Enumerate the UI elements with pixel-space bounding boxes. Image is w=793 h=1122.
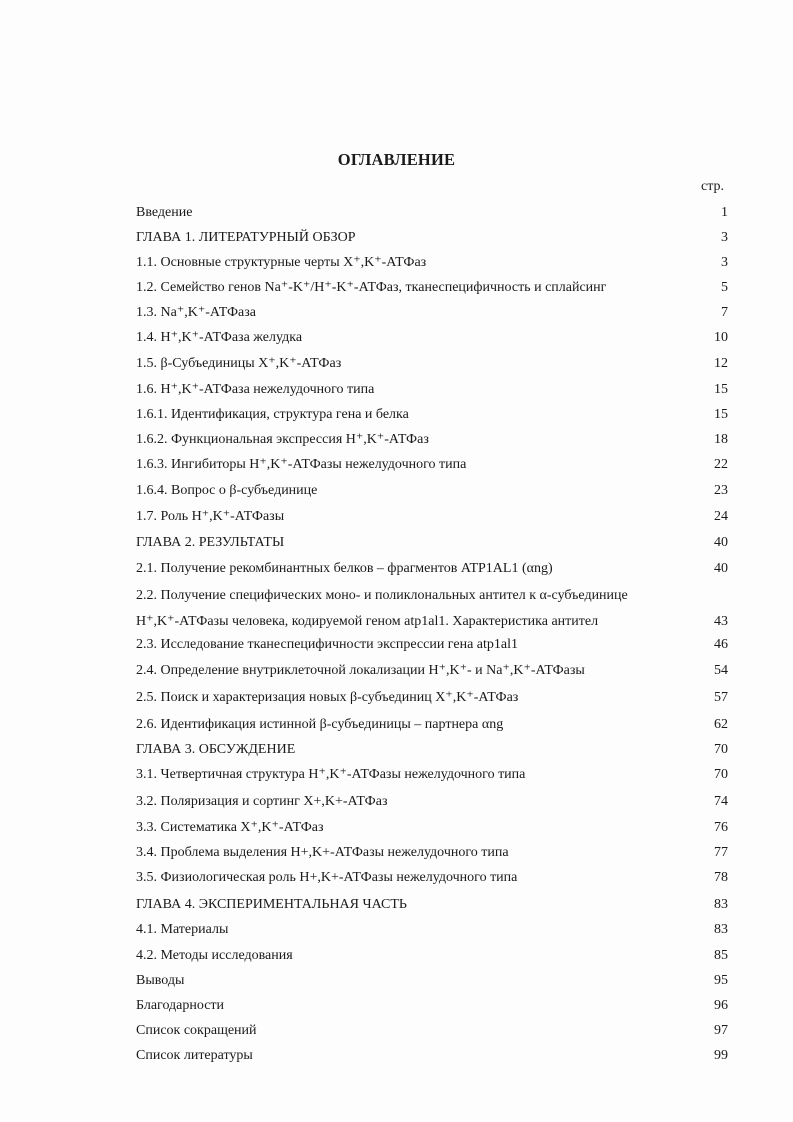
toc-entry[interactable] (136, 483, 730, 499)
toc-entry-page: 10 (714, 330, 728, 345)
toc-entry-title: Список литературы (136, 1048, 253, 1063)
pages-column-label: стр. (700, 179, 724, 194)
toc-entry[interactable] (136, 382, 730, 398)
toc-entry[interactable] (136, 561, 730, 577)
toc-entry-page: 95 (714, 973, 728, 988)
toc-entry-page: 83 (714, 897, 728, 912)
toc-entry[interactable] (136, 230, 730, 246)
toc-entry[interactable] (136, 922, 730, 938)
toc-entry-title: 3.4. Проблема выделения H+,K+-АТФазы нежелудочного типа (136, 845, 509, 860)
toc-entry-title: 1.4. H⁺,K⁺-АТФаза желудка (136, 330, 303, 345)
toc-entry[interactable] (136, 1048, 730, 1064)
toc-entry[interactable] (136, 1023, 730, 1039)
toc-entry[interactable] (136, 663, 730, 679)
toc-entry[interactable] (136, 820, 730, 836)
toc-entry[interactable] (136, 255, 730, 271)
page-title: ОГЛАВЛЕНИЕ (337, 150, 456, 169)
toc-entry-page: 70 (714, 742, 728, 757)
toc-entry-page: 96 (714, 998, 728, 1013)
toc-entry[interactable] (136, 637, 730, 653)
toc-entry-page: 3 (721, 255, 728, 270)
toc-entry[interactable] (136, 509, 730, 525)
toc-entry-title: 1.5. β-Субъединицы X⁺,K⁺-АТФаз (136, 356, 342, 371)
toc-entry[interactable] (136, 870, 730, 886)
toc-entry[interactable] (136, 973, 730, 989)
toc-entry-page: 40 (714, 535, 728, 550)
toc-entry-page: 74 (714, 794, 728, 809)
toc-entry[interactable] (136, 948, 730, 964)
toc-entry-page: 70 (714, 767, 728, 782)
toc-entry-page: 18 (714, 432, 728, 447)
toc-entry-title: Благодарности (136, 998, 225, 1013)
toc-entry-page: 97 (714, 1023, 728, 1038)
toc-entry-title: 3.1. Четвертичная структура H⁺,K⁺-АТФазы нежелудочного типа (136, 767, 526, 782)
toc-entry-title: ГЛАВА 2. РЕЗУЛЬТАТЫ (136, 535, 285, 550)
toc-entry[interactable] (136, 742, 730, 758)
toc-entry-title: 2.6. Идентификация истинной β-субъединицы – партнера αng (136, 717, 504, 732)
toc-entry[interactable] (136, 767, 730, 783)
toc-entry-page: 62 (714, 717, 728, 732)
toc-entry-title: 3.3. Систематика X⁺,K⁺-АТФаз (136, 820, 324, 835)
toc-entry-page: 76 (714, 820, 728, 835)
toc-entry[interactable] (136, 794, 730, 810)
toc-entry-title: 1.6.2. Функциональная экспрессия H⁺,K⁺-АТФаз (136, 432, 429, 447)
toc-entry-page: 5 (721, 280, 728, 295)
toc-entry-page: 22 (714, 457, 728, 472)
toc-entry[interactable] (136, 535, 730, 551)
toc-entry-page: 78 (714, 870, 728, 885)
toc-entry[interactable] (136, 457, 730, 473)
toc-entry[interactable] (136, 205, 730, 221)
toc-entry-title: 4.1. Материалы (136, 922, 229, 937)
toc-entry[interactable] (136, 998, 730, 1014)
toc-entry-title: 2.5. Поиск и характеризация новых β-субъединиц X⁺,K⁺-АТФаз (136, 690, 519, 705)
toc-entry-title: 1.1. Основные структурные черты X⁺,K⁺-АТФаз (136, 255, 427, 270)
toc-entry-page: 3 (721, 230, 728, 245)
toc-entry[interactable] (136, 845, 730, 861)
toc-entry-title: 1.6.4. Вопрос о β-субъединице (136, 483, 318, 498)
toc-entry-page: 83 (714, 922, 728, 937)
toc-entry[interactable] (136, 717, 730, 733)
toc-entry-title: Список сокращений (136, 1023, 257, 1038)
toc-entry-page: 46 (714, 637, 728, 652)
toc-entry[interactable] (136, 407, 730, 423)
toc-entry-page: 43 (714, 614, 728, 629)
toc-entry-title: 3.2. Поляризация и сортинг X+,K+-АТФаз (136, 794, 388, 809)
toc-entry-title: 1.6.1. Идентификация, структура гена и белка (136, 407, 409, 422)
toc-entry-page: 15 (714, 407, 728, 422)
toc-entry-page: 24 (714, 509, 728, 524)
toc-entry[interactable] (136, 280, 730, 296)
toc-entry-title: ГЛАВА 1. ЛИТЕРАТУРНЫЙ ОБЗОР (136, 230, 356, 245)
toc-entry[interactable] (136, 356, 730, 372)
toc-entry-title: 1.7. Роль H⁺,K⁺-АТФазы (136, 509, 285, 524)
toc-entry-page: 40 (714, 561, 728, 576)
toc-entry-title: Выводы (136, 973, 185, 988)
toc-entry[interactable] (136, 305, 730, 321)
toc-entry[interactable] (136, 897, 730, 913)
toc-entry-page: 12 (714, 356, 728, 371)
toc-entry[interactable] (136, 330, 730, 346)
toc-entry-title: 4.2. Методы исследования (136, 948, 293, 963)
toc-entry-title: 2.3. Исследование тканеспецифичности экспрессии гена atp1al1 (136, 637, 518, 652)
toc-entry-page: 77 (714, 845, 728, 860)
toc-entry-title: 2.4. Определение внутриклеточной локализации H⁺,K⁺- и Na⁺,K⁺-АТФазы (136, 663, 585, 678)
toc-entry-title: ГЛАВА 3. ОБСУЖДЕНИЕ (136, 742, 296, 757)
toc-entry-page: 57 (714, 690, 728, 705)
toc-entry-title: 2.1. Получение рекомбинантных белков – фрагментов ATP1AL1 (αng) (136, 561, 553, 576)
toc-entry-title-continued: H⁺,K⁺-АТФазы человека, кодируемой геном atp1al1. Характеристика антител (136, 614, 599, 629)
toc-entry-title: 3.5. Физиологическая роль H+,K+-АТФазы нежелудочного типа (136, 870, 518, 885)
toc-entry-title: Введение (136, 205, 193, 220)
toc-entry-title: 1.3. Na⁺,K⁺-АТФаза (136, 305, 257, 320)
toc-entry-page: 85 (714, 948, 728, 963)
toc-entry-page: 23 (714, 483, 728, 498)
toc-entry-title: 1.6.3. Ингибиторы H⁺,K⁺-АТФазы нежелудочного типа (136, 457, 467, 472)
toc-entry-title: ГЛАВА 4. ЭКСПЕРИМЕНТАЛЬНАЯ ЧАСТЬ (136, 897, 407, 912)
toc-entry-page: 99 (714, 1048, 728, 1063)
toc-entry-page: 15 (714, 382, 728, 397)
toc-entry-title: 1.2. Семейство генов Na⁺-K⁺/H⁺-K⁺-АТФаз, тканеспецифичность и сплайсинг (136, 280, 607, 295)
toc-entry-page: 54 (714, 663, 728, 678)
toc-entry[interactable] (136, 432, 730, 448)
toc-entry-title: 2.2. Получение специфических моно- и поликлональных антител к α-субъединице (136, 588, 628, 603)
toc-entry[interactable] (136, 588, 730, 630)
toc-entry[interactable] (136, 690, 730, 706)
toc-entry-title: 1.6. H⁺,K⁺-АТФаза нежелудочного типа (136, 382, 375, 397)
toc-entry-page: 7 (721, 305, 728, 320)
toc-entry-page: 1 (721, 205, 728, 220)
